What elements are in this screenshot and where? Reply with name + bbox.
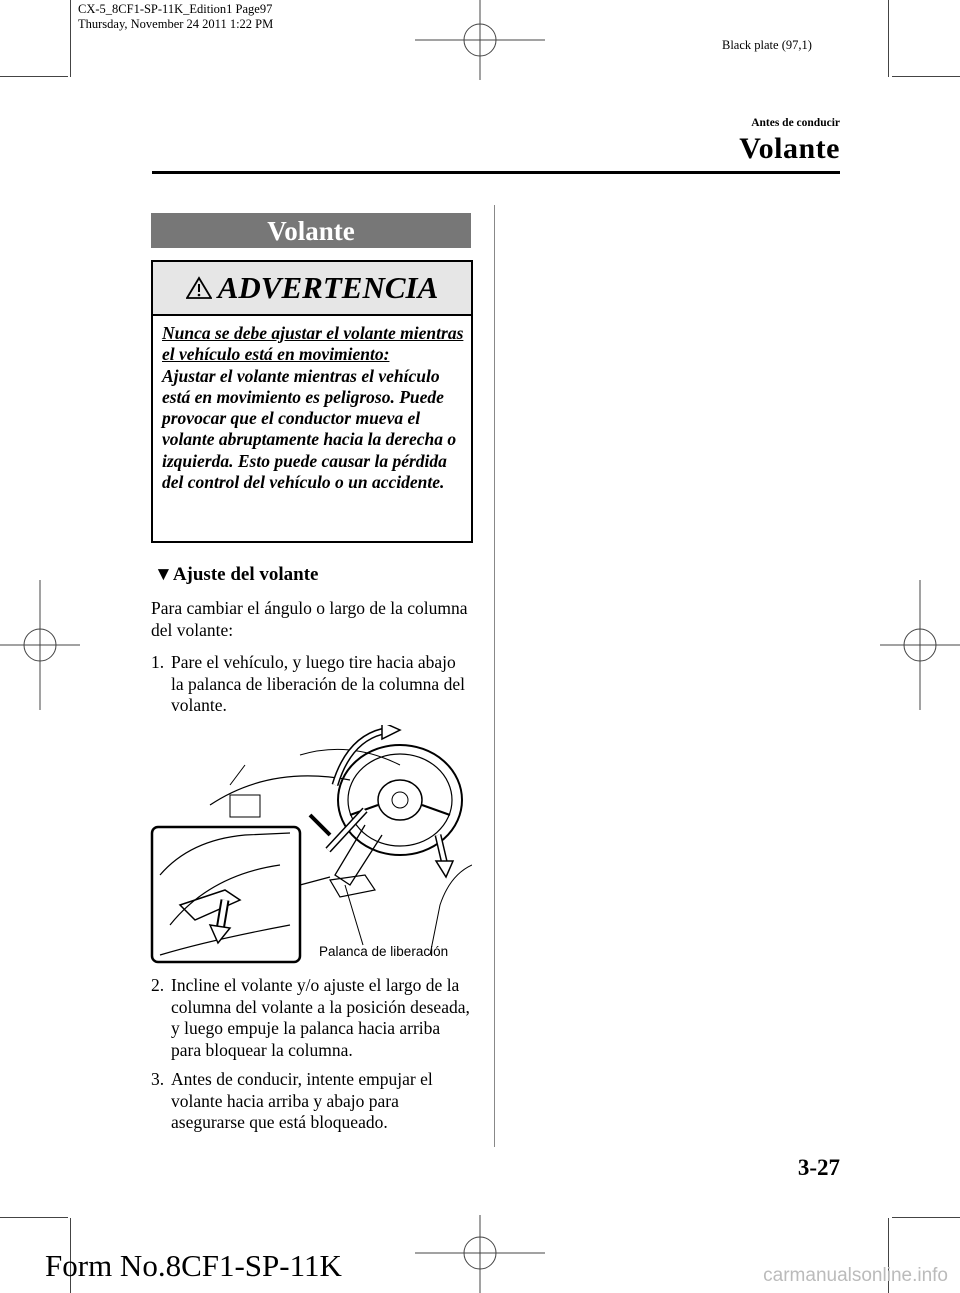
registration-mark-bottom	[415, 1215, 545, 1293]
step-1	[151, 652, 471, 717]
step-text: Incline el volante y/o ajuste el largo de la columna del volante a la posición deseada, y luego empuje la palanca hacia arriba para bloquear la columna.	[171, 975, 470, 1060]
registration-mark-right	[880, 580, 960, 710]
steering-wheel-illustration	[150, 725, 472, 965]
step-text: Pare el vehículo, y luego tire hacia abajo la palanca de liberación de la columna del volante.	[171, 652, 465, 715]
registration-mark-left	[0, 580, 80, 710]
page-title: Volante	[151, 213, 471, 248]
warning-body	[162, 323, 468, 493]
warning-header	[153, 262, 471, 316]
plate-label: Black plate (97,1)	[722, 38, 812, 52]
warning-box	[151, 260, 473, 543]
step-2	[151, 975, 471, 1061]
header-rule	[152, 171, 840, 174]
step-text: Antes de conducir, intente empujar el volante hacia arriba y abajo para asegurarse que está bloqueado.	[171, 1069, 433, 1132]
step-number: 1.	[151, 652, 165, 672]
page-number: 3-27	[797, 1155, 840, 1180]
triangle-bullet-icon: ▼	[154, 564, 173, 585]
section-title: Volante	[739, 132, 840, 165]
print-meta-line2: Thursday, November 24 2011 1:22 PM	[78, 17, 274, 31]
warning-text: Ajustar el volante mientras el vehículo está en movimiento es peligroso. Puede provocar que el conductor mueva el volante abruptamente hacia la derecha o izquierda. Esto puede causar la pérdida del control del vehículo o un accidente.	[162, 365, 457, 493]
warning-heading: ADVERTENCIA	[217, 270, 439, 305]
intro-paragraph: Para cambiar el ángulo o largo de la columna del volante:	[151, 598, 468, 640]
watermark: carmanualsonline.info	[763, 1265, 948, 1286]
print-metadata	[78, 2, 273, 32]
section-label: Antes de conducir	[751, 117, 840, 129]
subheading-text: Ajuste del volante	[172, 564, 319, 585]
column-divider	[494, 205, 495, 1147]
step-number: 2.	[151, 975, 165, 995]
step-number: 3.	[151, 1069, 165, 1089]
print-meta-line1: CX-5_8CF1-SP-11K_Edition1 Page97	[78, 2, 273, 16]
step-3	[151, 1069, 471, 1134]
subheading	[154, 564, 318, 586]
registration-mark-top	[415, 0, 545, 80]
figure-callout: Palanca de liberación	[319, 944, 449, 959]
warning-underlined-text: Nunca se debe ajustar el volante mientras el vehículo está en movimiento:	[162, 323, 464, 365]
warning-triangle-icon	[186, 276, 212, 300]
form-number: Form No.8CF1-SP-11K	[45, 1248, 342, 1283]
